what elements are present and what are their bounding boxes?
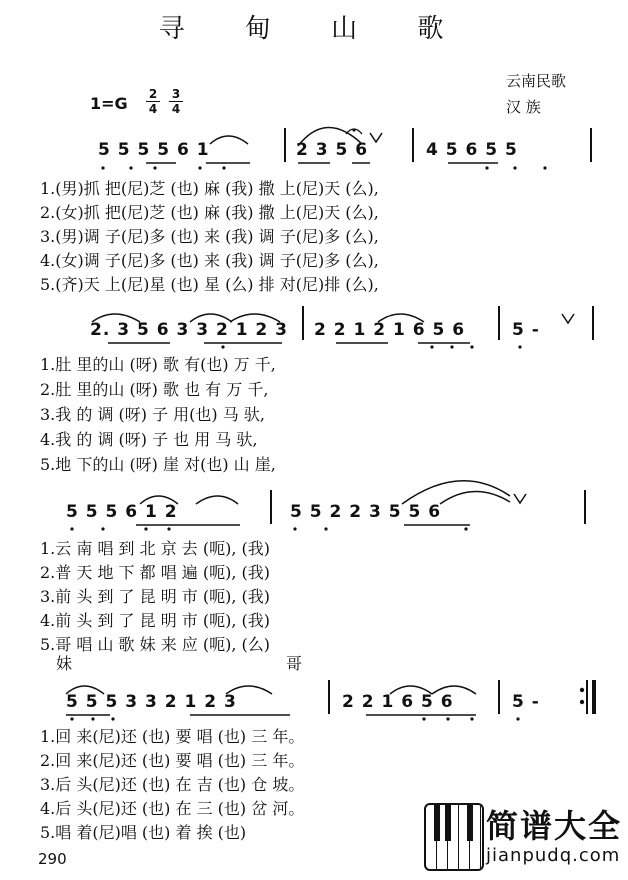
song-title: 寻 甸 山 歌 bbox=[158, 14, 470, 44]
breath-mark bbox=[370, 133, 382, 142]
measure-1-3-notes: 4 5 6 5 5 bbox=[426, 140, 518, 160]
meter-top-2: 3 bbox=[171, 87, 181, 101]
lyric-line: 4.后 头(尼)还 (也) 在 三 (也) 岔 河。 bbox=[40, 799, 305, 818]
measure-4-2-notes: 2 2 1 6 5 6 bbox=[342, 692, 454, 712]
lyric-line: 1.回 来(尼)还 (也) 要 唱 (也) 三 年。 bbox=[40, 727, 305, 746]
measure-4-3-notes: 5 - bbox=[512, 692, 540, 712]
watermark bbox=[420, 797, 624, 877]
lyric-line: 5.(齐)天 上(尼)星 (也) 星 (么) 排 对(尼)排 (么), bbox=[40, 275, 379, 294]
lyric-line: 1.云 南 唱 到 北 京 去 (呃), (我) bbox=[40, 539, 271, 558]
lyric-line: 4.(女)调 子(尼)多 (也) 来 (我) 调 子(尼)多 (么), bbox=[40, 251, 379, 270]
measure-4-1-notes: 5 5 5 3 3 2 1 2 3 bbox=[66, 692, 237, 712]
lyric-line: 3.前 头 到 了 昆 明 市 (呃), (我) bbox=[40, 587, 271, 606]
lyric-line: 4.前 头 到 了 昆 明 市 (呃), (我) bbox=[40, 611, 271, 630]
origin-region: 云南民歌 bbox=[506, 72, 567, 90]
lyric-line: 1.(男)抓 把(尼)芝 (也) 麻 (我) 撒 上(尼)天 (么), bbox=[40, 179, 379, 198]
measure-2-3-notes: 5 - bbox=[512, 320, 540, 340]
lyric-line: 3.(男)调 子(尼)多 (也) 来 (我) 调 子(尼)多 (么), bbox=[40, 227, 379, 246]
lyric-line: 5.地 下的山 (呀) 崖 对(也) 山 崖, bbox=[40, 455, 276, 474]
watermark-title: 简谱大全 bbox=[486, 807, 623, 845]
origin-ethnicity: 汉 族 bbox=[506, 98, 541, 116]
meter-bottom-1: 4 bbox=[148, 102, 158, 116]
measure-1-2-notes: 2 3 5 6 bbox=[296, 140, 369, 160]
page-number: 290 bbox=[38, 850, 67, 868]
measure-3-1-notes: 5 5 5 6 1 2 bbox=[66, 502, 178, 522]
measure-2-1-notes: 2. 3 5 6 3 3 2 1 2 3 bbox=[90, 320, 289, 340]
lyric-line: 2.普 天 地 下 都 唱 遍 (呃), (我) bbox=[40, 563, 271, 582]
measure-3-2-notes: 5 5 2 2 3 5 5 6 bbox=[290, 502, 442, 522]
measure-1-1-notes: 5 5 5 5 6 1 bbox=[98, 140, 210, 160]
lyric-line: 2.肚 里的山 (呀) 歌 也 有 万 千, bbox=[40, 380, 269, 399]
lyric-line: 2.回 来(尼)还 (也) 要 唱 (也) 三 年。 bbox=[40, 751, 305, 770]
measure-2-2-notes: 2 2 1 2 1 6 5 6 bbox=[314, 320, 466, 340]
piano-logo-icon bbox=[424, 803, 484, 871]
lyric-alt-1: 妹 bbox=[56, 654, 73, 673]
lyric-line: 3.后 头(尼)还 (也) 在 吉 (也) 仓 坡。 bbox=[40, 775, 305, 794]
slur bbox=[298, 127, 362, 146]
lyric-alt-2: 哥 bbox=[286, 654, 303, 673]
watermark-url: jianpudq.com bbox=[486, 845, 621, 866]
lyric-line: 1.肚 里的山 (呀) 歌 有(也) 万 千, bbox=[40, 355, 276, 374]
meter-bottom-2: 4 bbox=[171, 102, 181, 116]
lyric-line: 5.唱 着(尼)唱 (也) 着 挨 (也) bbox=[40, 823, 247, 842]
slur bbox=[210, 136, 248, 144]
key-signature: 1=G bbox=[90, 94, 128, 113]
meter-top-1: 2 bbox=[148, 87, 158, 101]
lyric-line: 2.(女)抓 把(尼)芝 (也) 麻 (我) 撒 上(尼)天 (么), bbox=[40, 203, 379, 222]
lyric-line: 5.哥 唱 山 歌 妹 来 应 (呃), (么) bbox=[40, 635, 271, 654]
lyric-line: 3.我 的 调 (呀) 子 用(也) 马 驮, bbox=[40, 405, 265, 424]
lyric-line: 4.我 的 调 (呀) 子 也 用 马 驮, bbox=[40, 430, 258, 449]
